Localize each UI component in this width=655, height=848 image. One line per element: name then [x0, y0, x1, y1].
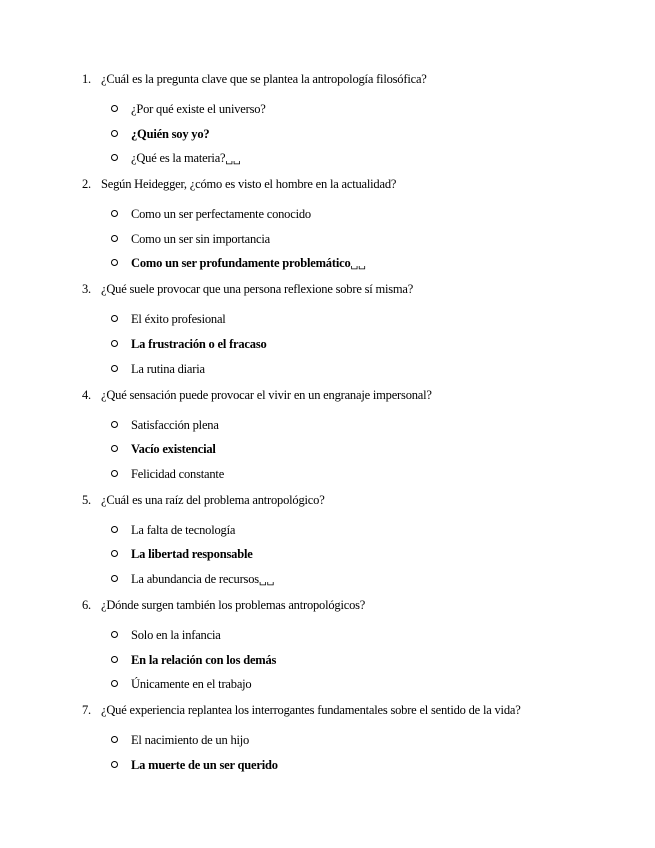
answer-text: [131, 311, 226, 327]
answer-label: Como un ser sin importancia: [131, 231, 271, 246]
question-number: 5.: [82, 492, 91, 507]
correct-answer-text: [131, 255, 366, 273]
hollow-circle-bullet-icon: [111, 470, 118, 477]
hollow-circle-bullet-icon: [111, 105, 118, 112]
question-number: 2.: [82, 177, 91, 192]
hollow-circle-bullet-icon: [111, 421, 118, 428]
question-number: 4.: [82, 387, 91, 402]
question-number: 7.: [82, 703, 91, 718]
answer-label: El éxito profesional: [131, 312, 226, 327]
answer-text: [131, 361, 205, 377]
answer-text: [131, 417, 219, 433]
answer-text: [131, 732, 249, 748]
question-number: 3.: [82, 282, 91, 297]
answer-label: Satisfacción plena: [131, 417, 219, 432]
question-text: ¿Qué experiencia replantea los interrogantes fundamentales sobre el sentido de la vida?: [101, 703, 521, 718]
space-marker-glyph: ␣␣: [225, 154, 241, 166]
answer-label: Como un ser perfectamente conocido: [131, 207, 311, 222]
question-text: ¿Qué sensación puede provocar el vivir en un engranaje impersonal?: [101, 387, 432, 402]
answer-label: Únicamente en el trabajo: [131, 677, 252, 692]
answer-text: [131, 676, 252, 692]
hollow-circle-bullet-icon: [111, 210, 118, 217]
question-text: ¿Cuál es la pregunta clave que se plantea la antropología filosófica?: [101, 72, 427, 86]
answer-text: [131, 571, 274, 589]
correct-answer-text: [131, 441, 216, 457]
correct-answer-text: [131, 336, 267, 352]
hollow-circle-bullet-icon: [111, 365, 118, 372]
answer-label: El nacimiento de un hijo: [131, 733, 250, 748]
answer-text: [131, 522, 235, 538]
correct-answer-text: [131, 546, 253, 562]
answer-text: [131, 466, 224, 482]
hollow-circle-bullet-icon: [111, 259, 118, 266]
hollow-circle-bullet-icon: [111, 550, 118, 557]
question-number: 6.: [82, 598, 91, 612]
question-text: ¿Qué suele provocar que una persona reflexione sobre sí misma?: [101, 282, 414, 297]
correct-answer-text: [131, 126, 209, 142]
answer-label: ¿Qué es la materia?: [131, 151, 226, 166]
question-text: ¿Cuál es una raíz del problema antropológico?: [101, 492, 325, 507]
answer-label: La rutina diaria: [131, 361, 205, 376]
hollow-circle-bullet-icon: [111, 235, 118, 242]
answer-text: [131, 231, 270, 247]
hollow-circle-bullet-icon: [111, 445, 118, 452]
space-marker-glyph: ␣␣: [258, 575, 275, 586]
hollow-circle-bullet-icon: [111, 631, 118, 638]
answer-text: [131, 206, 311, 222]
hollow-circle-bullet-icon: [111, 526, 118, 533]
hollow-circle-bullet-icon: [111, 130, 118, 137]
answer-label: ¿Quién soy yo?: [131, 126, 210, 141]
answer-label: Felicidad constante: [131, 466, 225, 481]
hollow-circle-bullet-icon: [111, 575, 118, 582]
correct-answer-text: [131, 757, 278, 773]
correct-answer-text: [131, 652, 276, 668]
hollow-circle-bullet-icon: [111, 680, 118, 687]
answer-text: [131, 627, 221, 643]
answer-text: [131, 101, 266, 117]
hollow-circle-bullet-icon: [111, 656, 118, 663]
answer-label: La frustración o el fracaso: [131, 337, 267, 351]
hollow-circle-bullet-icon: [111, 154, 118, 161]
space-marker-glyph: ␣␣: [350, 259, 366, 271]
answer-label: Vacío existencial: [131, 442, 216, 457]
answer-label: La muerte de un ser querido: [131, 757, 278, 772]
answer-label: ¿Por qué existe el universo?: [131, 102, 266, 116]
hollow-circle-bullet-icon: [111, 340, 118, 347]
hollow-circle-bullet-icon: [111, 736, 118, 743]
answer-label: En la relación con los demás: [131, 652, 277, 667]
answer-label: Como un ser profundamente problemático: [131, 256, 351, 271]
answer-label: La libertad responsable: [131, 547, 253, 562]
hollow-circle-bullet-icon: [111, 315, 118, 322]
question-number: 1.: [82, 72, 91, 86]
answer-label: La abundancia de recursos: [131, 572, 259, 586]
hollow-circle-bullet-icon: [111, 761, 118, 768]
answer-label: Solo en la infancia: [131, 628, 221, 642]
question-text: Según Heidegger, ¿cómo es visto el hombre en la actualidad?: [101, 177, 397, 192]
answer-text: [131, 150, 241, 168]
answer-label: La falta de tecnología: [131, 522, 236, 537]
question-text: ¿Dónde surgen también los problemas antropológicos?: [101, 598, 366, 612]
